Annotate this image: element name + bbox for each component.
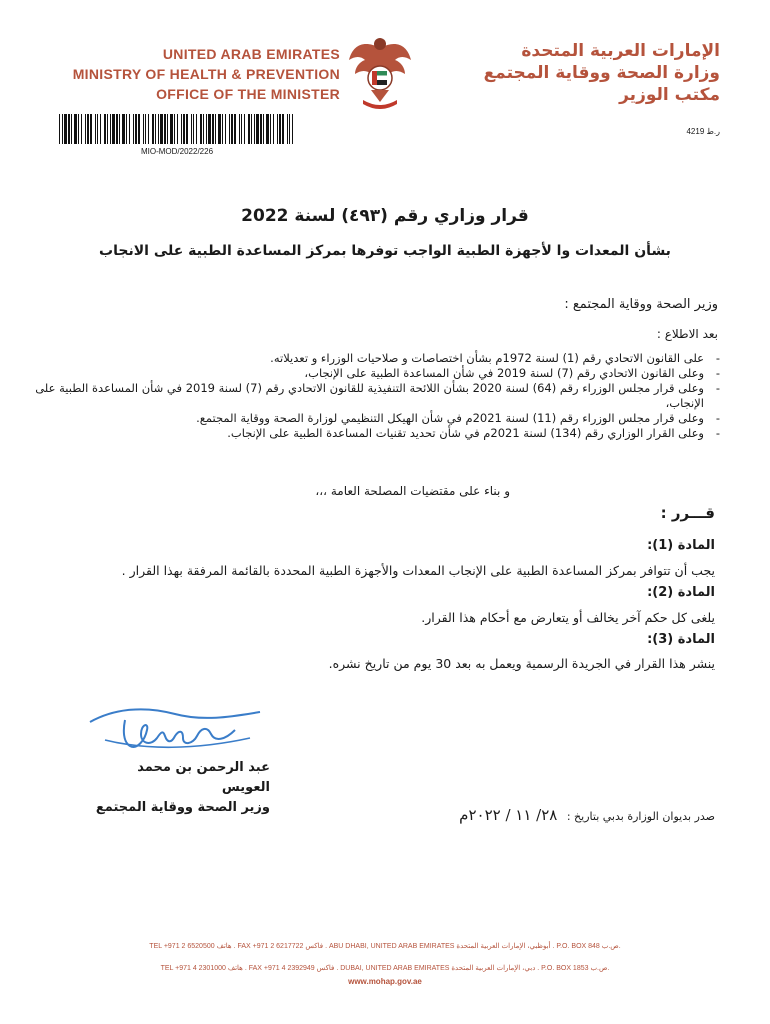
barcode-bar bbox=[110, 114, 111, 144]
article-1-text: يجب أن تتوافر بمركز المساعدة الطبية على الإنجاب المعدات والأجهزة الطبية المحددة بالقائمة المرفقة بهذا القرار . bbox=[121, 563, 715, 578]
barcode-bar bbox=[289, 114, 290, 144]
barcode-bar bbox=[212, 114, 214, 144]
signatory-name: عبد الرحمن بن محمد العويس bbox=[137, 760, 270, 795]
barcode-bar bbox=[177, 114, 178, 144]
article-2-heading: المادة (2): bbox=[647, 585, 715, 600]
barcode-bar bbox=[85, 114, 86, 144]
letterhead-en-country: UNITED ARAB EMIRATES bbox=[162, 46, 340, 62]
barcode-bar bbox=[260, 114, 262, 144]
barcode-bar bbox=[59, 114, 60, 144]
barcode-bar bbox=[181, 114, 182, 144]
letterhead-en-office: OFFICE OF THE MINISTER bbox=[156, 86, 340, 102]
barcode-bar bbox=[145, 114, 146, 144]
barcode-bar bbox=[222, 114, 223, 144]
barcode-bar bbox=[196, 114, 197, 144]
barcode-bar bbox=[138, 114, 140, 144]
barcode-bar bbox=[263, 114, 264, 144]
handwritten-signature bbox=[85, 700, 265, 755]
barcode-bar bbox=[143, 114, 144, 144]
minister-line: وزير الصحة ووقاية المجتمع : bbox=[564, 297, 718, 312]
barcode-bar bbox=[100, 114, 101, 144]
barcode-bar bbox=[155, 114, 156, 144]
list-item: - وعلى قرار مجلس الوزراء رقم (64) لسنة 2020 بشأن اللائحة التنفيذية للقانون الاتحادي رقم (7) لسنة 2019 في شأن المساعدة الطبية على الإنجاب، bbox=[32, 381, 722, 411]
barcode-bar bbox=[81, 114, 82, 144]
barcode-bar bbox=[256, 114, 259, 144]
barcode-bar bbox=[206, 114, 207, 144]
footer-dubai: TEL +971 4 2301000 هاتف . FAX +971 4 2392949 فاكس . DUBAI, UNITED ARAB EMIRATES دبي، الإمارات العربية المتحدة . P.O. BOX 1853 ص.ب. bbox=[160, 965, 610, 972]
footer-abu-dhabi: TEL +971 2 6520500 هاتف . FAX +971 2 6217722 فاكس . ABU DHABI, UNITED ARAB EMIRATES أبوظبي، الإمارات العربية المتحدة . P.O. BOX 848 ص.ب. bbox=[149, 943, 621, 950]
letterhead-arabic bbox=[420, 40, 720, 106]
barcode-bar bbox=[119, 114, 120, 144]
barcode-bar bbox=[244, 114, 245, 144]
barcode-bar bbox=[282, 114, 284, 144]
list-item: - وعلى القانون الاتحادي رقم (7) لسنة 2019 في شأن المساعدة الطبية على الإنجاب، bbox=[32, 366, 722, 381]
decree-subtitle: بشأن المعدات وا لأجهزة الطبية الواجب توفرها بمركز المساعدة الطبية على الانجاب bbox=[99, 243, 671, 259]
barcode-bar bbox=[135, 114, 137, 144]
barcode-bar bbox=[87, 114, 89, 144]
references-list bbox=[32, 351, 722, 441]
barcode-bar bbox=[231, 114, 233, 144]
article-1-heading: المادة (1): bbox=[647, 538, 715, 553]
barcode-bar bbox=[90, 114, 92, 144]
basis-line: و بناء على مقتضيات المصلحة العامة ،،، bbox=[315, 484, 510, 498]
signatory-position: وزير الصحة ووقاية المجتمع bbox=[95, 800, 270, 815]
barcode bbox=[57, 114, 297, 144]
barcode-bar bbox=[78, 114, 79, 144]
barcode-bar bbox=[241, 114, 242, 144]
barcode-bar bbox=[97, 114, 98, 144]
barcode-bar bbox=[203, 114, 204, 144]
barcode-bar bbox=[229, 114, 230, 144]
barcode-bar bbox=[215, 114, 216, 144]
barcode-bar bbox=[158, 114, 159, 144]
barcode-bar bbox=[107, 114, 108, 144]
barcode-bar bbox=[170, 114, 173, 144]
barcode-bar bbox=[126, 114, 127, 144]
issued-date: ٢٨/ ١١ / ٢٠٢٢م bbox=[459, 806, 558, 824]
barcode-bar bbox=[248, 114, 250, 144]
barcode-bar bbox=[62, 114, 63, 144]
barcode-code: MIO-MOD/2022/226 bbox=[140, 147, 214, 156]
article-3-heading: المادة (3): bbox=[647, 632, 715, 647]
barcode-bar bbox=[208, 114, 211, 144]
barcode-bar bbox=[193, 114, 194, 144]
barcode-bar bbox=[74, 114, 77, 144]
uae-eagle-emblem-icon bbox=[345, 30, 415, 110]
barcode-bar bbox=[279, 114, 281, 144]
letterhead-ar-ministry: وزارة الصحة ووقاية المجتمع bbox=[483, 63, 720, 83]
barcode-bar bbox=[164, 114, 166, 144]
issued-line bbox=[215, 808, 715, 824]
barcode-bar bbox=[191, 114, 192, 144]
barcode-bar bbox=[160, 114, 163, 144]
barcode-bar bbox=[148, 114, 149, 144]
letterhead-ar-office: مكتب الوزير bbox=[619, 85, 720, 105]
barcode-bar bbox=[251, 114, 252, 144]
letterhead-ar-country: الإمارات العربية المتحدة bbox=[521, 41, 720, 61]
barcode-bar bbox=[152, 114, 154, 144]
decided-heading: قـــرر : bbox=[660, 504, 715, 522]
barcode-bar bbox=[239, 114, 240, 144]
barcode-bar bbox=[68, 114, 70, 144]
barcode-bar bbox=[292, 114, 293, 144]
barcode-bar bbox=[200, 114, 202, 144]
barcode-bar bbox=[225, 114, 226, 144]
after-review-line: بعد الاطلاع : bbox=[656, 327, 718, 341]
barcode-bar bbox=[270, 114, 271, 144]
barcode-bar bbox=[266, 114, 269, 144]
barcode-bar bbox=[64, 114, 67, 144]
barcode-bar bbox=[254, 114, 255, 144]
list-item: - وعلى القرار الوزاري رقم (134) لسنة 2021م في شأن تحديد تقنيات المساعدة الطبية على الإنجاب. bbox=[32, 426, 722, 441]
footer-website: www.mohap.gov.ae bbox=[348, 977, 422, 986]
article-2-text: يلغى كل حكم آخر يخالف أو يتعارض مع أحكام هذا القرار. bbox=[421, 610, 715, 625]
letterhead-en-ministry: MINISTRY OF HEALTH & PREVENTION bbox=[72, 66, 340, 82]
barcode-bar bbox=[133, 114, 134, 144]
barcode-bar bbox=[129, 114, 130, 144]
barcode-bar bbox=[112, 114, 115, 144]
barcode-bar bbox=[273, 114, 274, 144]
barcode-bar bbox=[71, 114, 72, 144]
list-item: - على القانون الاتحادي رقم (1) لسنة 1972م بشأن اختصاصات و صلاحيات الوزراء و تعديلاته. bbox=[32, 351, 722, 366]
list-item: - وعلى قرار مجلس الوزراء رقم (11) لسنة 2021م في شأن الهيكل التنظيمي لوزارة الصحة ووقاية المجتمع. bbox=[32, 411, 722, 426]
barcode-bar bbox=[183, 114, 185, 144]
article-3-text: ينشر هذا القرار في الجريدة الرسمية ويعمل به بعد 30 يوم من تاريخ نشره. bbox=[328, 656, 715, 671]
reference-number: ر.ط 4219 bbox=[686, 127, 720, 136]
barcode-bar bbox=[95, 114, 96, 144]
barcode-bar bbox=[116, 114, 118, 144]
barcode-bar bbox=[174, 114, 175, 144]
barcode-bar bbox=[104, 114, 106, 144]
barcode-bar bbox=[186, 114, 188, 144]
barcode-bar bbox=[287, 114, 288, 144]
barcode-bar bbox=[277, 114, 278, 144]
barcode-bar bbox=[122, 114, 125, 144]
issued-label: صدر بديوان الوزارة بدبي بتاريخ : bbox=[566, 810, 715, 823]
barcode-bar bbox=[167, 114, 168, 144]
decree-title: قرار وزاري رقم (٤٩٣) لسنة 2022 bbox=[241, 206, 529, 226]
letterhead-english bbox=[60, 44, 340, 104]
barcode-bar bbox=[218, 114, 221, 144]
barcode-bar bbox=[234, 114, 236, 144]
